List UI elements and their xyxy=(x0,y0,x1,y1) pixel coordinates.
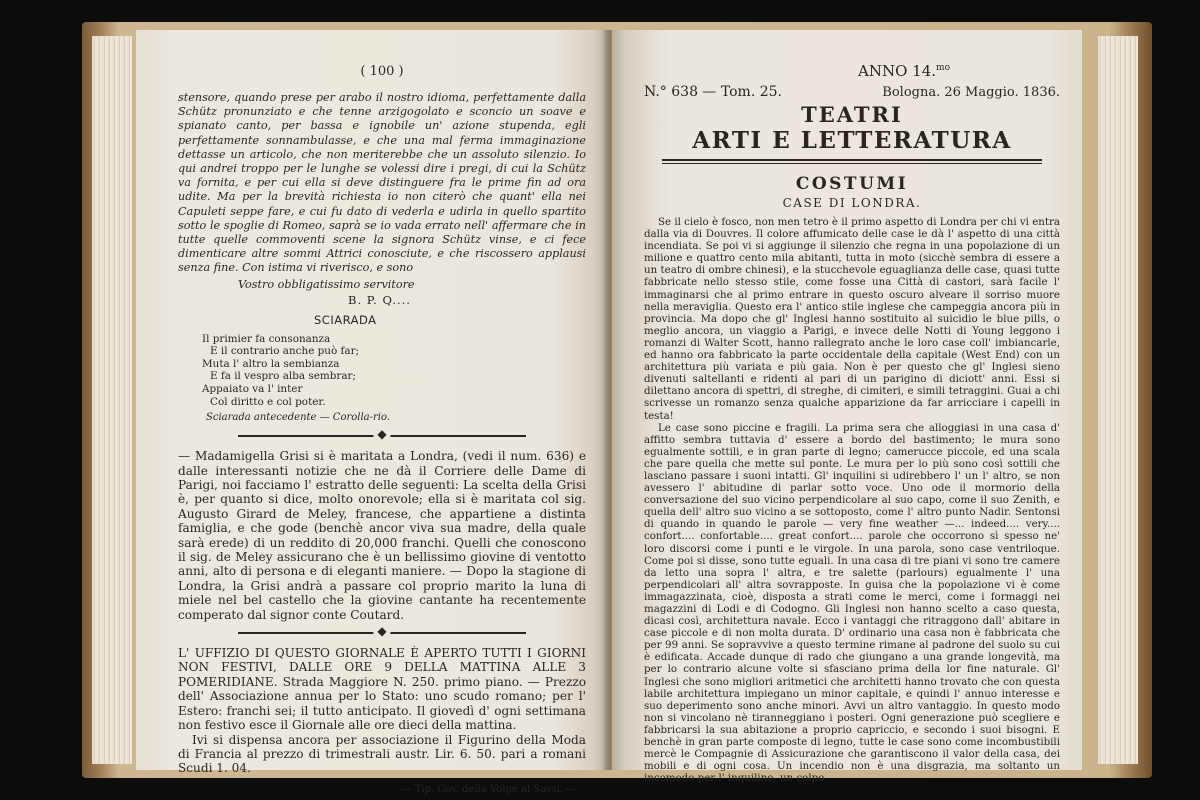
issue-line xyxy=(644,84,1060,100)
letter-text: stensore, quando prese per arabo il nostro idioma, perfettamente dalla Schütz pronunziato e che tenne arzigogolato e sconcio un soave e spianato canto, per bassa e ignobile un' azione stupenda, egli perfettamente sonnambulasse, e che una mal ferma immaginazione dettasse un articolo, che non meriterebbe che un assoluto silenzio. Io qui andrei troppo per le lunghe se volessi dire i pregi, di cui la Schütz va fornita, e per cui ella si deve distinguere fra le prime fin ad ora udite. Ma per la brevità richiesta io non citerò che quant' ella nei Capuleti seppe fare, e cui fu dato di vederla e udirla in quello spartito sotto le spoglie di Romeo, saprà se io vada errato nell' affermare che in tutte quelle commoventi scene la signora Schütz vinse, e ci fece dimenticare altre sommi Attrici conosciute, e che riscossero applausi senza fine. Con istima vi riverisco, e sono xyxy=(178,91,586,275)
section-title: COSTUMI xyxy=(795,174,909,194)
year-text: ANNO 14. xyxy=(858,62,937,80)
right-page xyxy=(612,30,1082,785)
sciarada-verses xyxy=(178,333,586,409)
page-number: ( 100 ) xyxy=(360,64,404,79)
masthead-line-2: ARTI E LETTERATURA xyxy=(692,127,1012,154)
issue-date: Bologna. 26 Maggio. 1836. xyxy=(882,85,1060,100)
article-body xyxy=(644,216,1060,784)
printer-line: — Tip. Gov. della Volpe al Sassi. — xyxy=(401,783,576,795)
page-edges-left xyxy=(92,36,132,764)
ornamental-rule xyxy=(178,431,586,441)
verse-line: E il contrario anche può far; xyxy=(210,345,360,358)
office-notice: L' UFFIZIO DI QUESTO GIORNALE È APERTO TUTTI I GIORNI NON FESTIVI, DALLE ORE 9 DELLA MATTINA ALLE 3 POMERIDIANE. Strada Maggiore N. 250. primo piano. — Prezzo dell' Associazione annua per lo Stato: uno scudo romano; per l' Estero: franchi sei; il tutto anticipato. Il giovedì d' ogni settimana non festivo esce il Giornale alle ore dieci della mattina. xyxy=(178,646,586,733)
left-page xyxy=(136,30,608,795)
issue-number: N.° 638 — Tom. 25. xyxy=(644,84,782,100)
article-paragraph: Le case sono piccine e fragili. La prima sera che alloggiasi in una casa d' affitto sembra tuttavia d' essere a bordo del bastimento; le mura sono egualmente sottili, e in gran parte di legno; camerucce piccole, ed una scala che pare quella che mette sul ponte. Le mura per lo più sono così sottili che lasciano passare i suoni intatti. Gl' inquilini si udirebbero l' un l' altro, se non avessero l' abitudine di parlar sotto voce. Uno ode il mormorio della conversazione del suo vicino perpendicolare al suo capo, come il suo Zenith, e quella dell' altro suo vicino a se sottoposto, come l' altro punto Nadir. Sentonsi di quando in quando le parole — very fine weather —... indeed.... very.... confort.... confortable.... great confort.... parole che occorrono sì spesso ne' loro discorsi come i punti e le virgole. In una parola, sono case ventriloque. Come poi si disse, sono tutte eguali. In una casa di tre piani vi sono tre camere da letto una sopra l' altra, e tre salette (parlours) egualmente l' una perpendicolari all' altra sovrapposte. In guisa che la popolazione vi è come immagazzinata, cioè, disposta a strati come le merci, come i formaggi nei magazzini di Lodi e di Codogno. Gli Inglesi non hanno scelto a caso questa, dicasi così, architettura navale. Ecco i vantaggi che ritraggono dall' abitare in case piccole e di non molta durata. D' ordinario una casa non è fabbricata che per 99 anni. Se sopravvive a questo termine rimane al padrone del suolo su cui è edificata. Accade dunque di rado che giungano a una grande longevità, ma per lo contrario alcune volte si sfasciano prima della lor fine naturale. Gl' Inglesi che sono migliori aritmetici che architetti hanno trovato che con questa labile architettura impiegano un minor capitale, e quindi l' annuo interesse e suo deperimento sono anche minori. Avvi un altro vantaggio. In questo modo non si vincolano nè tiranneggiano i posteri. Ogni generazione può scegliere e fabbricarsi la sua abitazione a proprio capriccio, e secondo i suoi bisogni. E benchè in gran parte composte di legno, tutte le case sono come incombustibili mercè le Compagnie di Assicurazione che garantiscono il valor della casa, dei mobili e di ogni cosa. Un incendio non è una disgrazia, ma soltanto un incomodo per l' inquilino, un colpo xyxy=(644,421,1060,785)
letter-initials: B. P. Q.... xyxy=(348,292,411,307)
news-grisi: — Madamigella Grisi si è maritata a Londra, (vedi il num. 636) e dalle interessanti notizie che ne dà il Corriere delle Dame di Parigi, noi facciamo l' estratto delle seguenti: La scelta della Grisi è, per quanto si dice, molto onorevole; ella si è maritata col sig. Augusto Girard de Meley, francese, che appartiene a distinta famiglia, e che gode (benchè ancor viva sua madre, della quale sarà erede) di un reddito di 20,000 franchi. Quelli che conoscono il sig. de Meley assicurano che è un bellissimo giovine di ventotto anni, alto di persona e di eleganti maniere. — Dopo la stagione di Londra, la Grisi andrà a passare col proprio marito la luna di miele nel bel castello che la giovine cantante ha recentemente comperato dal signor conte Coutard. xyxy=(178,449,586,622)
year-ordinal: mo xyxy=(936,63,950,73)
masthead-line-1: TEATRI xyxy=(801,102,903,127)
letter-signature: Vostro obbligatissimo servitore xyxy=(238,277,415,291)
page-edges-right xyxy=(1098,36,1138,764)
verse-line: Col diritto e col poter. xyxy=(210,395,326,408)
verse-line: E fa il vespro alba sembrar; xyxy=(210,370,356,383)
section-subtitle: CASE DI LONDRA. xyxy=(782,196,922,210)
masthead-rule xyxy=(662,159,1042,164)
year-label xyxy=(644,62,1060,80)
verse-line: Appaiato va l' inter xyxy=(202,383,303,396)
sciarada-title: SCIARADA xyxy=(314,312,377,327)
open-book xyxy=(82,22,1152,795)
verse-line: Il primier fa consonanza xyxy=(202,332,331,345)
article-paragraph: Se il cielo è fosco, non men tetro è il primo aspetto di Londra per chi vi entra dalla via di Douvres. Il colore affumicato delle case le dà l' aspetto di una città incendiata. Se poi vi si aggiunge il silenzio che regna in una popolazione di un milione e quattro cento mila abitanti, tutta in moto (sicchè sembra di essere a un teatro di ombre chinesi), e la stucchevole eguaglianza delle case, quasi tutte fabbricate nello stesso stile, come fosse una Città di castori, sarà facile l' immaginarsi che al primo entrare in questo oscuro alveare il sorriso muore nella meraviglia. Questo era l' antico stile inglese che campeggia ancora più in provincia. Ma dopo che gl' Inglesi hanno sostituito al suicidio le blue pills, o meglio ancora, un viaggio a Parigi, e invece delle Notti di Young leggono i romanzi di Walter Scott, hanno rallegrato anche le loro case coll' imbiancarle, ed hanno ora fabbricato la parte occidentale della capitale (West End) con un architettura più variata e più gaia. Non è per questo che gl' Inglesi sieno divenuti saltellanti e ridenti al pari di un parigino di diciott' anni. Essi si dilettano ancora di spettri, di streghe, di cimiteri, e simili tetraggini. Guai a chi scrivesse un romanzo senza qualche apparizione da far arricciare i capelli in testa! xyxy=(644,216,1060,422)
sciarada-antecedente: Sciarada antecedente — Corolla-rio. xyxy=(206,412,391,424)
verse-line: Muta l' altro la sembianza xyxy=(202,357,340,370)
ornamental-rule xyxy=(178,628,586,638)
figurino-notice: Ivi si dispensa ancora per associazione il Figurino della Moda di Francia al prezzo di trimestrali austr. Lir. 6. 50. pari a romani Scudi 1. 04. xyxy=(178,732,586,776)
